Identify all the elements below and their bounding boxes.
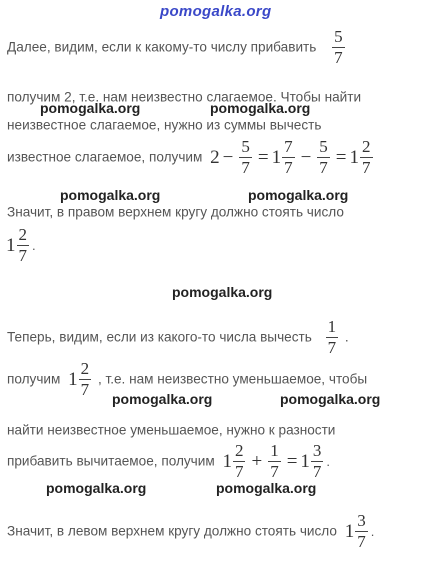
text-line-1 xyxy=(7,28,348,67)
line-3-text: неизвестное слагаемое, нужно из суммы вычесть xyxy=(7,117,322,133)
watermark: pomogalka.org xyxy=(40,100,141,116)
denominator: 7 xyxy=(357,531,366,551)
watermark: pomogalka.org xyxy=(210,100,311,116)
whole-part: 1 xyxy=(6,234,16,256)
line-5-text: Значит, в правом верхнем кругу должно стоять число xyxy=(7,204,344,220)
denominator: 7 xyxy=(334,47,343,67)
numerator: 7 xyxy=(284,137,293,156)
line-10-text: прибавить вычитаемое, получим xyxy=(7,453,215,469)
numerator: 1 xyxy=(327,317,337,336)
line-7-text: Теперь, видим, если из какого-то числа вычесть xyxy=(7,329,312,345)
watermark: pomogalka.org xyxy=(248,187,349,203)
fraction xyxy=(311,442,324,481)
denominator: 7 xyxy=(18,245,27,265)
plus-sign: + xyxy=(251,450,263,472)
equals-sign: = xyxy=(335,146,347,168)
equals-sign: = xyxy=(257,146,269,168)
number: 2 xyxy=(210,146,220,168)
text-line-11 xyxy=(7,512,374,551)
text-line-7 xyxy=(7,318,349,357)
period: . xyxy=(326,453,331,469)
numerator: 2 xyxy=(80,359,90,378)
fraction xyxy=(355,512,368,551)
equation-2 xyxy=(222,442,330,481)
denominator: 7 xyxy=(319,157,328,177)
text-line-5 xyxy=(7,205,344,219)
line-8-text-b: , т.е. нам неизвестно уменьшаемое, чтобы xyxy=(97,371,368,387)
line-1-text: Далее, видим, если к какому-то числу прибавить xyxy=(7,39,317,55)
watermark: pomogalka.org xyxy=(216,480,317,496)
watermark-top: pomogalka.org xyxy=(160,3,272,20)
fraction xyxy=(17,226,30,265)
denominator: 7 xyxy=(234,461,244,481)
numerator: 5 xyxy=(241,137,250,156)
period: . xyxy=(370,523,375,539)
whole-part: 1 xyxy=(344,520,355,542)
fraction xyxy=(233,442,246,481)
numerator: 2 xyxy=(234,441,244,460)
fraction xyxy=(239,138,252,177)
fraction xyxy=(79,360,92,399)
numerator: 3 xyxy=(357,511,366,530)
numerator: 3 xyxy=(312,441,322,460)
line-8-text-a: получим xyxy=(7,371,61,387)
whole-part: 1 xyxy=(349,146,359,168)
fraction xyxy=(360,138,373,177)
text-line-9 xyxy=(7,423,335,437)
denominator: 7 xyxy=(312,461,322,481)
text-line-4 xyxy=(7,138,376,177)
mixed-number xyxy=(6,226,36,265)
watermark: pomogalka.org xyxy=(112,391,213,407)
numerator: 5 xyxy=(319,137,328,156)
period: . xyxy=(344,329,349,345)
fraction xyxy=(317,138,330,177)
minus-sign: − xyxy=(300,146,312,168)
line-2-text: получим 2, т.е. нам неизвестно слагаемое. Чтобы найти xyxy=(7,89,362,105)
fraction xyxy=(268,442,281,481)
denominator: 7 xyxy=(327,337,337,357)
watermark: pomogalka.org xyxy=(280,391,381,407)
equals-sign: = xyxy=(286,450,298,472)
denominator: 7 xyxy=(270,461,279,481)
line-11-text: Значит, в левом верхнем кругу должно стоять число xyxy=(7,523,337,539)
numerator: 5 xyxy=(334,27,343,46)
denominator: 7 xyxy=(284,157,293,177)
numerator: 2 xyxy=(18,225,27,244)
denominator: 7 xyxy=(362,157,371,177)
watermark: pomogalka.org xyxy=(60,187,161,203)
watermark: pomogalka.org xyxy=(46,480,147,496)
period: . xyxy=(32,237,36,253)
denominator: 7 xyxy=(80,379,90,399)
line-9-text: найти неизвестное уменьшаемое, нужно к разности xyxy=(7,422,336,438)
whole-part: 1 xyxy=(222,450,232,472)
numerator: 2 xyxy=(362,137,371,156)
equation-1 xyxy=(210,138,375,177)
minus-sign: − xyxy=(222,146,234,168)
text-line-3 xyxy=(7,118,321,132)
whole-part: 1 xyxy=(300,450,310,472)
whole-part: 1 xyxy=(271,146,282,168)
mixed-number xyxy=(68,360,94,399)
whole-part: 1 xyxy=(68,368,78,390)
numerator: 1 xyxy=(270,441,279,460)
line-4-text: известное слагаемое, получим xyxy=(7,149,203,165)
watermark: pomogalka.org xyxy=(172,284,273,300)
denominator: 7 xyxy=(241,157,250,177)
fraction-5-7 xyxy=(332,28,345,67)
text-line-10 xyxy=(7,442,330,481)
answer-1 xyxy=(6,226,36,265)
fraction-1-7 xyxy=(326,318,339,357)
fraction xyxy=(282,138,295,177)
mixed-number xyxy=(345,512,375,551)
